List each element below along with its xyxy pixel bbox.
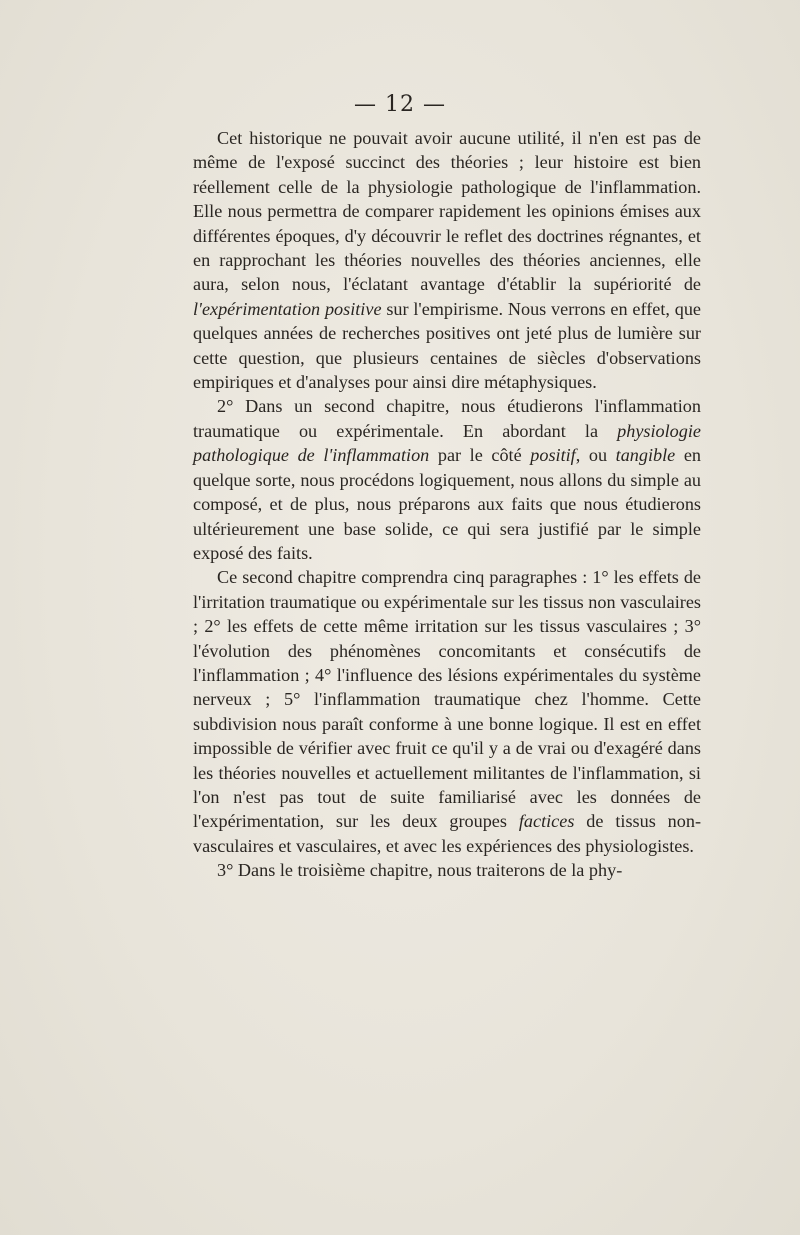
body-text <box>193 126 701 883</box>
page-number: — 12 — <box>354 92 446 117</box>
text-segment: Cet historique ne pouvait avoir aucune utilité, il n'en est pas de même de l'exposé succinct des théories ; leur histoire est bien réellement celle de la physiologie pathologique de l'inflammation. Elle nous permettra de comparer rapidement les opinions émises aux différentes époques, d'y découvrir le reflet des doctrines régnantes, et en rapprochant les théories nouvelles des théories anciennes, elle aura, selon nous, l'éclatant avantage d'établir la supériorité de <box>193 128 701 295</box>
italic-segment: positif <box>530 445 576 466</box>
italic-segment: physiologie pathologique de l'inflammation <box>193 420 701 466</box>
paragraph <box>193 126 701 394</box>
paragraph <box>193 394 701 565</box>
text-segment: par le côté <box>429 445 531 466</box>
text-segment: 2° Dans un second chapitre, nous étudierons l'inflammation traumatique ou expérimentale. En abordant la <box>193 396 701 441</box>
text-segment: , ou <box>575 445 616 466</box>
italic-segment: factices <box>518 811 575 832</box>
italic-segment: tangible <box>615 445 676 466</box>
paragraph <box>193 565 701 858</box>
text-segment: sur l'empirisme. Nous verrons en effet, que quelques années de recherches positives ont jeté plus de lumière sur cette question, que plusieurs centaines de siècles d'observations empiriques et d'analyses pour ainsi dire métaphysiques. <box>193 298 701 393</box>
text-segment: Ce second chapitre comprendra cinq paragraphes : 1° les effets de l'irritation traumatique ou expérimentale sur les tissus non vasculaires ; 2° les effets de cette même irritation sur les tissus vasculaires ; 3° l'évolution des phénomènes concomitants et consécutifs de l'inflammation ; 4° l'influence des lésions expérimentales du système nerveux ; 5° l'inflammation traumatique chez l'homme. Cette subdivision nous paraît conforme à une bonne logique. Il est en effet impossible de vérifier avec fruit ce qu'il y a de vrai ou d'exagéré dans les théories nouvelles et actuellement militantes de l'inflammation, si l'on n'est pas tout de suite familiarisé avec les données de l'expérimentation, sur les deux groupes <box>193 567 701 832</box>
text-segment: de tissus non-vasculaires et vasculaires, et avec les expériences des physiologistes. <box>193 811 701 856</box>
italic-segment: l'expérimentation positive <box>193 298 382 319</box>
paragraph <box>193 858 701 882</box>
text-segment: 3° Dans le troisième chapitre, nous traiterons de la phy- <box>217 860 623 881</box>
text-segment: en quelque sorte, nous procédons logiquement, nous allons du simple au composé, et de plus, nous préparons aux faits que nous étudierons ultérieurement une base solide, ce qui sera justifié par le simple exposé des faits. <box>193 445 702 563</box>
